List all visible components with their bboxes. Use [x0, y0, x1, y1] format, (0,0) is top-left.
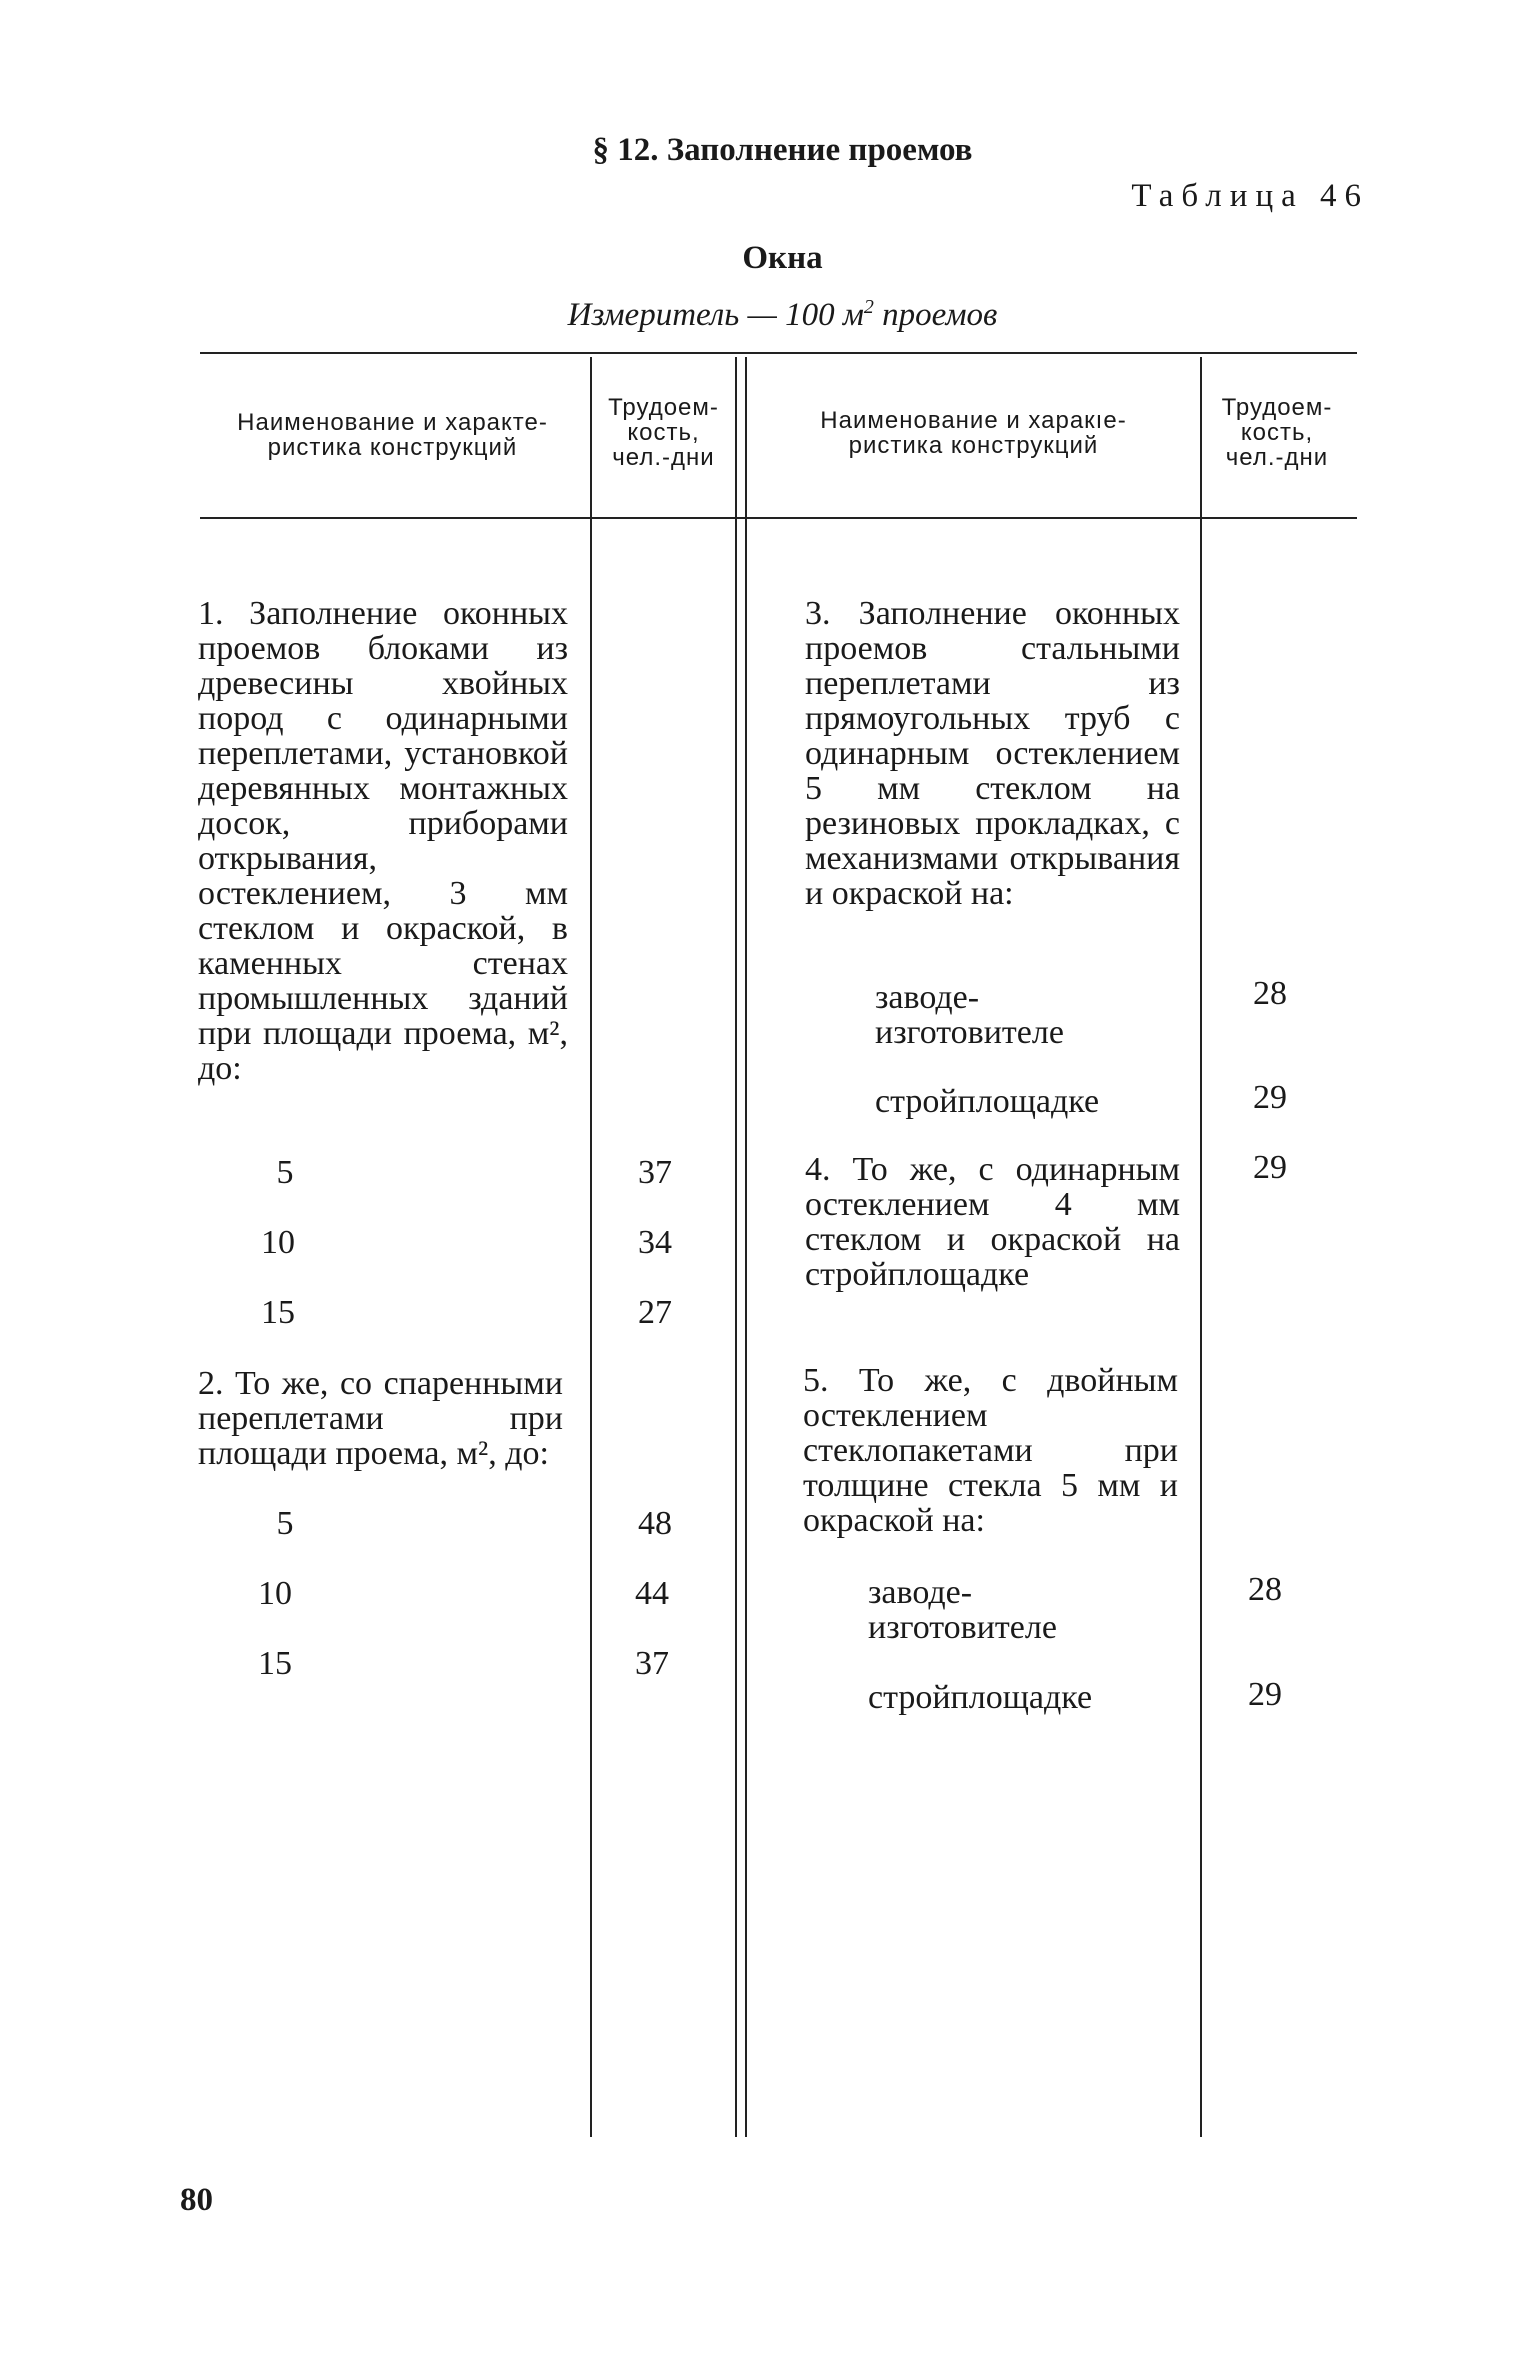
- item-1-text: 1. Заполнение оконных проемов блоками из древесины хвойных пород с одинарными переплетами, установкой деревянных монтажных досок, приборами открывания, остеклением, 3 мм стеклом и окраской, в каменных стенах промышленных зданий при площади проема, м², до:: [198, 595, 568, 1087]
- item-3-site-value: 29: [1253, 1079, 1287, 1116]
- item-1-value-15: 27: [638, 1294, 672, 1331]
- item-2-area-5: 5: [276, 1505, 294, 1542]
- header-labor-right: Трудоем- кость, чел.-дни: [1221, 394, 1333, 471]
- item-1-area-5: 5: [276, 1154, 294, 1191]
- item-2-text: 2. То же, со спаренными переплетами при площади проема, м², до:: [198, 1365, 563, 1472]
- header-bottom-rule: [200, 517, 1357, 519]
- item-1-area-15: 15: [261, 1294, 295, 1331]
- item-4-value: 29: [1253, 1149, 1287, 1186]
- item-2-value-5: 48: [638, 1505, 672, 1542]
- item-1-area-10: 10: [261, 1224, 295, 1261]
- item-5-text: 5. То же, с двойным остеклением стеклопакетами при толщине стекла 5 мм и окраской на:: [803, 1362, 1178, 1539]
- item-2-value-15: 37: [635, 1645, 669, 1682]
- item-5-factory-value: 28: [1248, 1571, 1282, 1608]
- header-name-left: Наименование и характе- ристика конструкций: [237, 409, 548, 461]
- section-title: § 12. Заполнение проемов: [592, 132, 973, 168]
- item-2-area-15: 15: [258, 1645, 292, 1682]
- column-divider-3: [1200, 357, 1202, 2137]
- item-4-text: 4. То же, с одинарным остеклением 4 мм стеклом и окраской на стройплощадке: [805, 1151, 1180, 1293]
- header-name-right: Наименование и харакıе- ристика конструкций: [820, 407, 1127, 459]
- item-2-value-10: 44: [635, 1575, 669, 1612]
- item-5-factory-label: заводе-изготовителе: [868, 1574, 1057, 1646]
- item-3-text: 3. Заполнение оконных проемов стальными переплетами из прямоугольных труб с одинарным остеклением 5 мм стеклом на резиновых прокладках, с механизмами открывания и окраской на:: [805, 595, 1180, 912]
- page-number: 80: [180, 2182, 213, 2218]
- measure-unit: Измеритель — 100 $м^2$ проемов: [567, 296, 998, 333]
- header-labor-left: Трудоем- кость, чел.-дни: [608, 394, 719, 471]
- table-subtitle: Окна: [742, 240, 823, 276]
- table-label: Таблица 46: [1131, 178, 1369, 214]
- item-3-factory-label: заводе-изготовителе: [875, 979, 1064, 1051]
- item-2-area-10: 10: [258, 1575, 292, 1612]
- table-top-rule: [200, 352, 1357, 354]
- column-divider-1: [590, 357, 592, 2137]
- item-3-factory-value: 28: [1253, 975, 1287, 1012]
- item-3-site-label: стройплощадке: [875, 1083, 1100, 1120]
- item-5-site-value: 29: [1248, 1676, 1282, 1713]
- item-5-site-label: стройплощадке: [868, 1679, 1093, 1716]
- item-1-value-5: 37: [638, 1154, 672, 1191]
- double-divider-b: [745, 357, 747, 2137]
- item-1-value-10: 34: [638, 1224, 672, 1261]
- double-divider-a: [735, 357, 737, 2137]
